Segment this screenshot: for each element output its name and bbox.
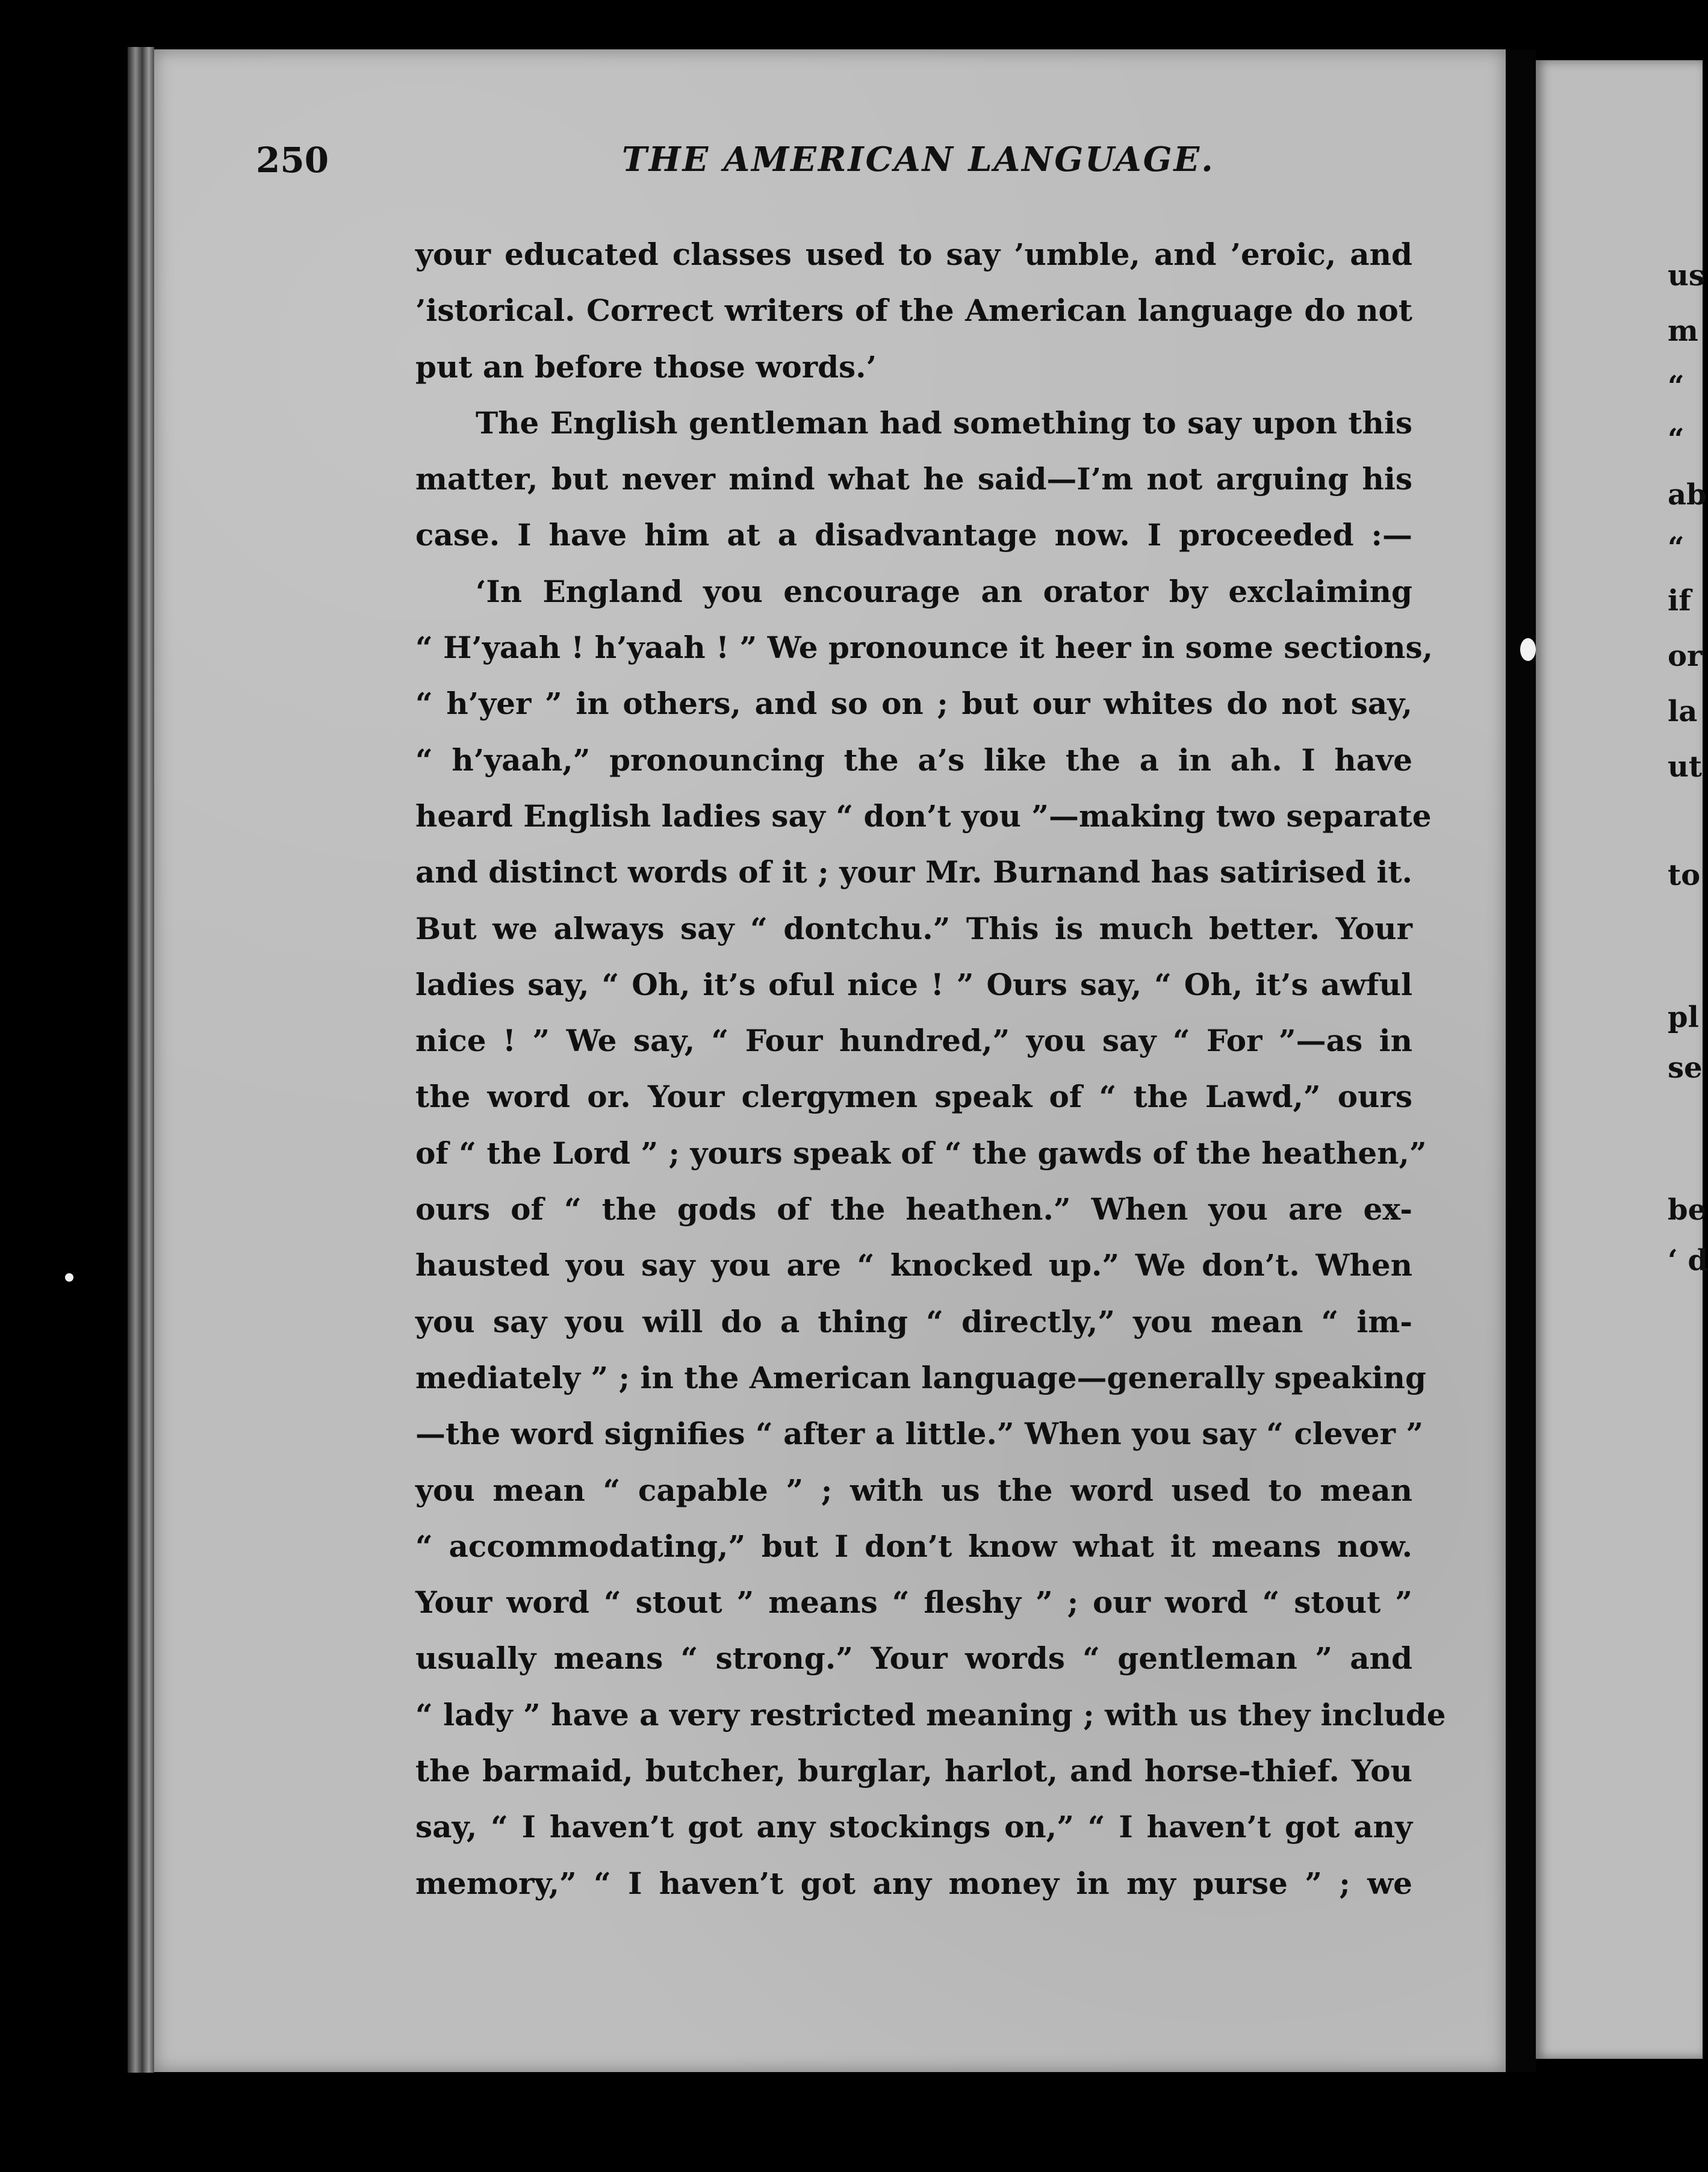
text-line: “ lady ” have a very restricted meaning ; with us they include bbox=[415, 1696, 1446, 1733]
text-line: matter, but never mind what he said—I’m not arguing his bbox=[415, 461, 1412, 497]
text-line: of “ the Lord ” ; yours speak of “ the gawds of the heathen,” bbox=[415, 1135, 1427, 1171]
text-line: ladies say, “ Oh, it’s oful nice ! ” Ours say, “ Oh, it’s awful bbox=[415, 966, 1412, 1002]
text-line: put an before those words.’ bbox=[415, 349, 877, 385]
text-line: you say you will do a thing “ directly,” you mean “ im- bbox=[415, 1303, 1412, 1339]
text-line: The English gentleman had something to say upon this bbox=[476, 405, 1412, 441]
text-line: But we always say “ dontchu.” This is much better. Your bbox=[415, 910, 1412, 946]
facing-fragment: “ bbox=[1668, 423, 1685, 456]
facing-fragment: pl bbox=[1668, 1001, 1699, 1034]
facing-fragment: “ bbox=[1668, 370, 1685, 403]
text-line: your educated classes used to say ’umble, and ’eroic, and bbox=[415, 237, 1412, 272]
text-line: “ h’yer ” in others, and so on ; but our whites do not say, bbox=[415, 686, 1412, 722]
scan-speck bbox=[1520, 638, 1536, 661]
text-line: say, “ I haven’t got any stockings on,” “ I haven’t got any bbox=[415, 1809, 1412, 1845]
scan-speck bbox=[65, 1273, 73, 1282]
facing-fragment: be bbox=[1668, 1193, 1707, 1227]
book-gutter bbox=[1506, 49, 1536, 2072]
text-line: and distinct words of it ; your Mr. Burnand has satirised it. bbox=[415, 854, 1412, 890]
facing-fragment: to bbox=[1668, 858, 1701, 892]
text-line: ‘In England you encourage an orator by exclaiming bbox=[476, 573, 1412, 609]
running-head bbox=[256, 140, 1243, 194]
facing-fragment: or bbox=[1668, 639, 1703, 673]
text-line: you mean “ capable ” ; with us the word used to mean bbox=[415, 1472, 1412, 1508]
text-line: the barmaid, butcher, burglar, harlot, and horse-thief. You bbox=[415, 1753, 1412, 1789]
text-line: “ h’yaah,” pronouncing the a’s like the a in ah. I have bbox=[415, 742, 1412, 778]
facing-fragment: us bbox=[1668, 259, 1705, 293]
text-line: Your word “ stout ” means “ fleshy ” ; our word “ stout ” bbox=[415, 1584, 1412, 1621]
text-line: —the word signifies “ after a little.” When you say “ clever ” bbox=[415, 1416, 1424, 1452]
text-line: mediately ” ; in the American language—generally speaking bbox=[415, 1359, 1426, 1395]
text-line: usually means “ strong.” Your words “ gentleman ” and bbox=[415, 1640, 1412, 1677]
text-line: ours of “ the gods of the heathen.” When you are ex- bbox=[415, 1191, 1412, 1227]
text-line: “ accommodating,” but I don’t know what it means now. bbox=[415, 1528, 1412, 1564]
text-line: ’istorical. Correct writers of the American language do not bbox=[415, 293, 1412, 329]
facing-fragment: ut bbox=[1668, 750, 1703, 784]
text-line: heard English ladies say “ don’t you ”—making two separate bbox=[415, 798, 1432, 834]
text-line: nice ! ” We say, “ Four hundred,” you say “ For ”—as in bbox=[415, 1023, 1412, 1059]
facing-fragment: ab bbox=[1668, 478, 1707, 512]
facing-fragment: ‘ d bbox=[1668, 1244, 1708, 1277]
text-line: the word or. Your clergymen speak of “ the Lawd,” ours bbox=[415, 1079, 1412, 1115]
text-line: memory,” “ I haven’t got any money in my purse ” ; we bbox=[415, 1865, 1412, 1901]
facing-fragment: “ bbox=[1668, 531, 1685, 565]
facing-fragment: m bbox=[1668, 314, 1698, 348]
facing-fragment: se bbox=[1668, 1051, 1703, 1085]
text-line: hausted you say you are “ knocked up.” We don’t. When bbox=[415, 1247, 1412, 1283]
book-page-edges bbox=[128, 47, 154, 2073]
text-line: “ H’yaah ! h’yaah ! ” We pronounce it heer in some sections, bbox=[415, 630, 1433, 666]
facing-fragment: la bbox=[1668, 695, 1698, 728]
body-text bbox=[415, 226, 1446, 1911]
page-number: 250 bbox=[256, 140, 329, 181]
text-line: case. I have him at a disadvantage now. I proceeded :— bbox=[415, 517, 1412, 553]
running-title: THE AMERICAN LANGUAGE. bbox=[622, 140, 1215, 179]
facing-fragment: if bbox=[1668, 584, 1691, 618]
